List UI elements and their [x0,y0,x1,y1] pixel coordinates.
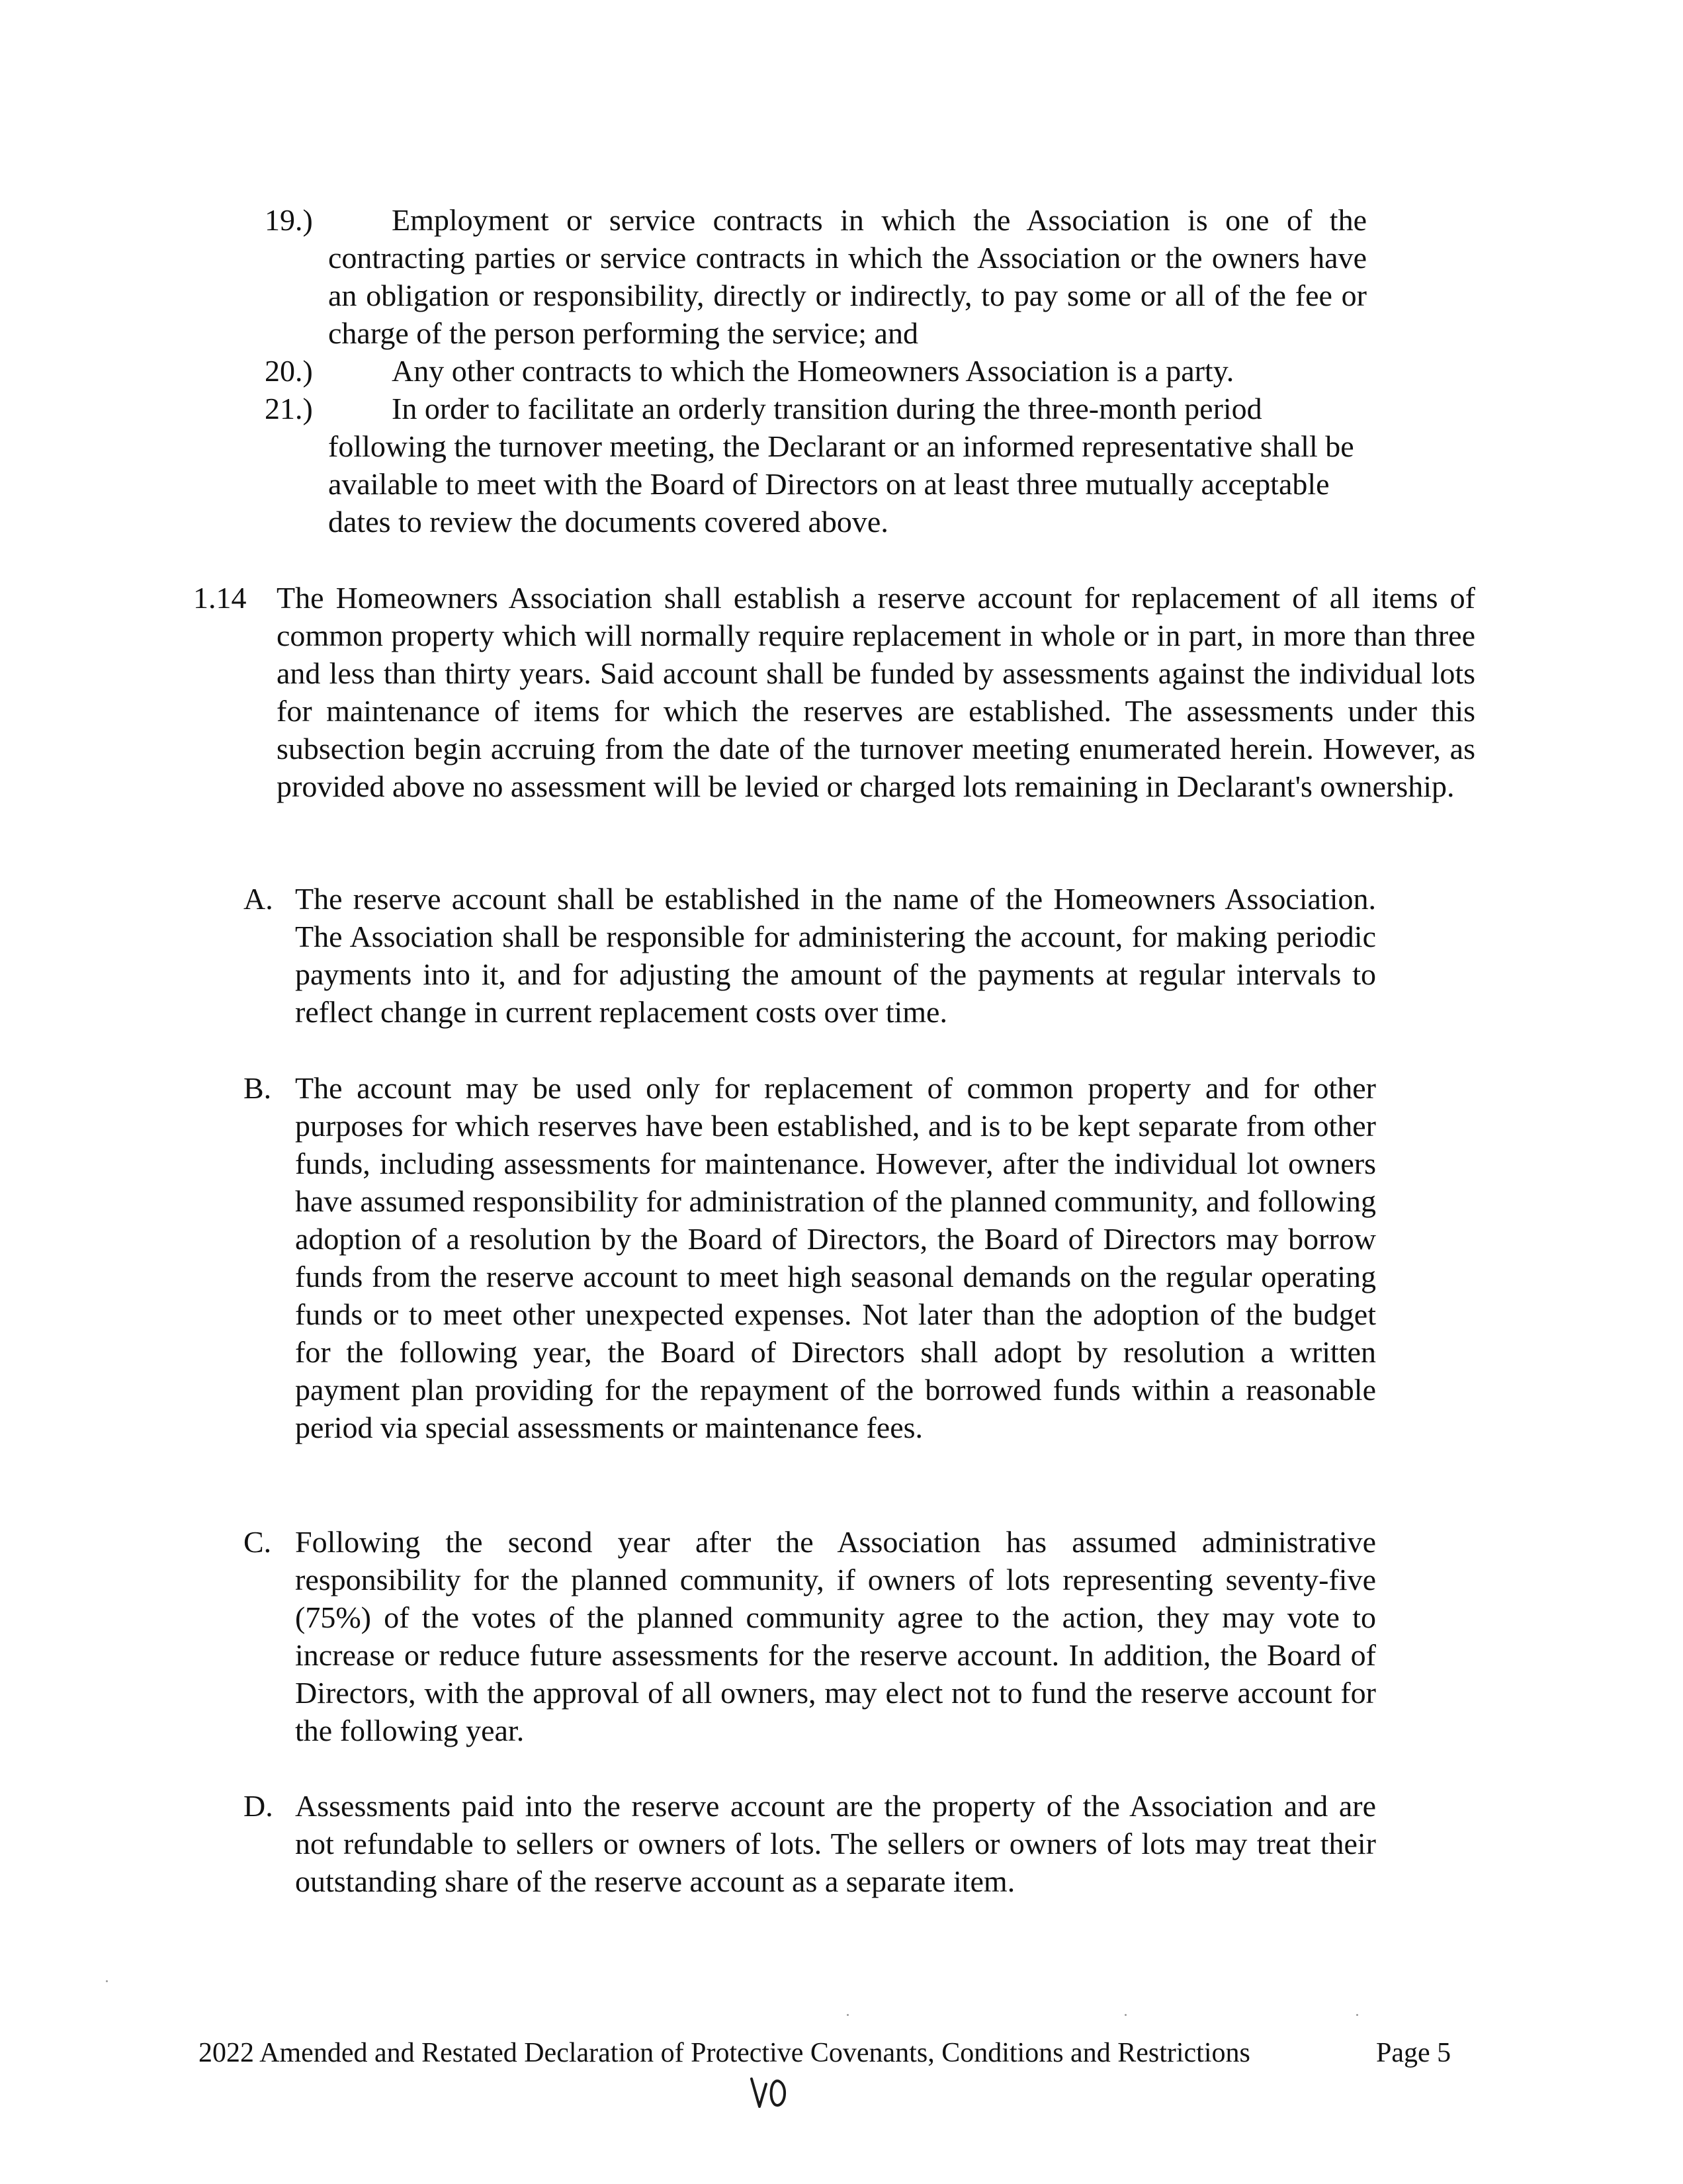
subsection-text: Following the second year after the Association has assumed administrative responsibility for the planned community, if owners of lots representing seventy-five (75%) of the votes of the planned community agree to the action, they may vote to increase or reduce future assessments for the reserve account. In addition, the Board of Directors, with the approval of all owners, may elect not to fund the reserve account for the following year. [295,1525,1376,1747]
list-item-text: Any other contracts to which the Homeowners Association is a party. [392,354,1234,388]
scan-speck [847,2014,849,2016]
list-item-text: In order to facilitate an orderly transition during the three-month period following the turnover meeting, the Declarant or an informed representative shall be available to meet with the Board of Directors on at least three mutually acceptable dates to review the documents covered above. [328,392,1354,539]
footer-title: 2022 Amended and Restated Declaration of Protective Covenants, Conditions and Restrictions [198,2038,1250,2068]
subsection-text: The account may be used only for replacement of common property and for other purposes for which reserves have been established, and is to be kept separate from other funds, including assessments for maintenance. However, after the individual lot owners have assumed responsibility for administration of the planned community, and following adoption of a resolution by the Board of Directors, the Board of Directors may borrow funds from the reserve account to meet high seasonal demands on the regular operating funds or to meet other unexpected expenses. Not later than the adoption of the budget for the following year, the Board of Directors shall adopt by resolution a written payment plan providing for the repayment of the borrowed funds within a reasonable period via special assessments or maintenance fees. [295,1071,1376,1444]
subsection-letter: B. [243,1071,272,1105]
scan-speck [1356,2014,1358,2016]
page-number: Page 5 [1376,2038,1451,2068]
list-item-number: 21.) [265,392,313,425]
section-number: 1.14 [193,581,247,615]
list-item-number: 20.) [265,354,313,388]
subsection-text: The reserve account shall be established in the name of the Homeowners Association. The Association shall be responsible for administering the account, for making periodic payments into it, and for adjusting the amount of the payments at regular intervals to reflect change in current replacement costs over time. [295,882,1376,1029]
scan-speck [106,1980,108,1982]
handwritten-initials-mark [746,2072,793,2113]
subsection-letter: D. [243,1789,273,1823]
subsection-letter: A. [243,882,273,916]
subsection-text: Assessments paid into the reserve account are the property of the Association and are not refundable to sellers or owners of lots. The sellers or owners of lots may treat their outstanding share of the reserve account as a separate item. [295,1789,1376,1898]
list-item-number: 19.) [265,203,313,237]
section-text: The Homeowners Association shall establish a reserve account for replacement of all items of common property which will normally require replacement in whole or in part, in more than three and less than thirty years. Said account shall be funded by assessments against the individual lots for maintenance of items for which the reserves are established. The assessments under this subsection begin accruing from the date of the turnover meeting enumerated herein. However, as provided above no assessment will be levied or charged lots remaining in Declarant's ownership. [277,581,1475,803]
list-item-text: Employment or service contracts in which the Association is one of the contracting parties or service contracts in which the Association or the owners have an obligation or responsibility, directly or indirectly, to pay some or all of the fee or charge of the person performing the service; and [328,203,1367,350]
scan-speck [1125,2014,1127,2016]
subsection-letter: C. [243,1525,272,1559]
